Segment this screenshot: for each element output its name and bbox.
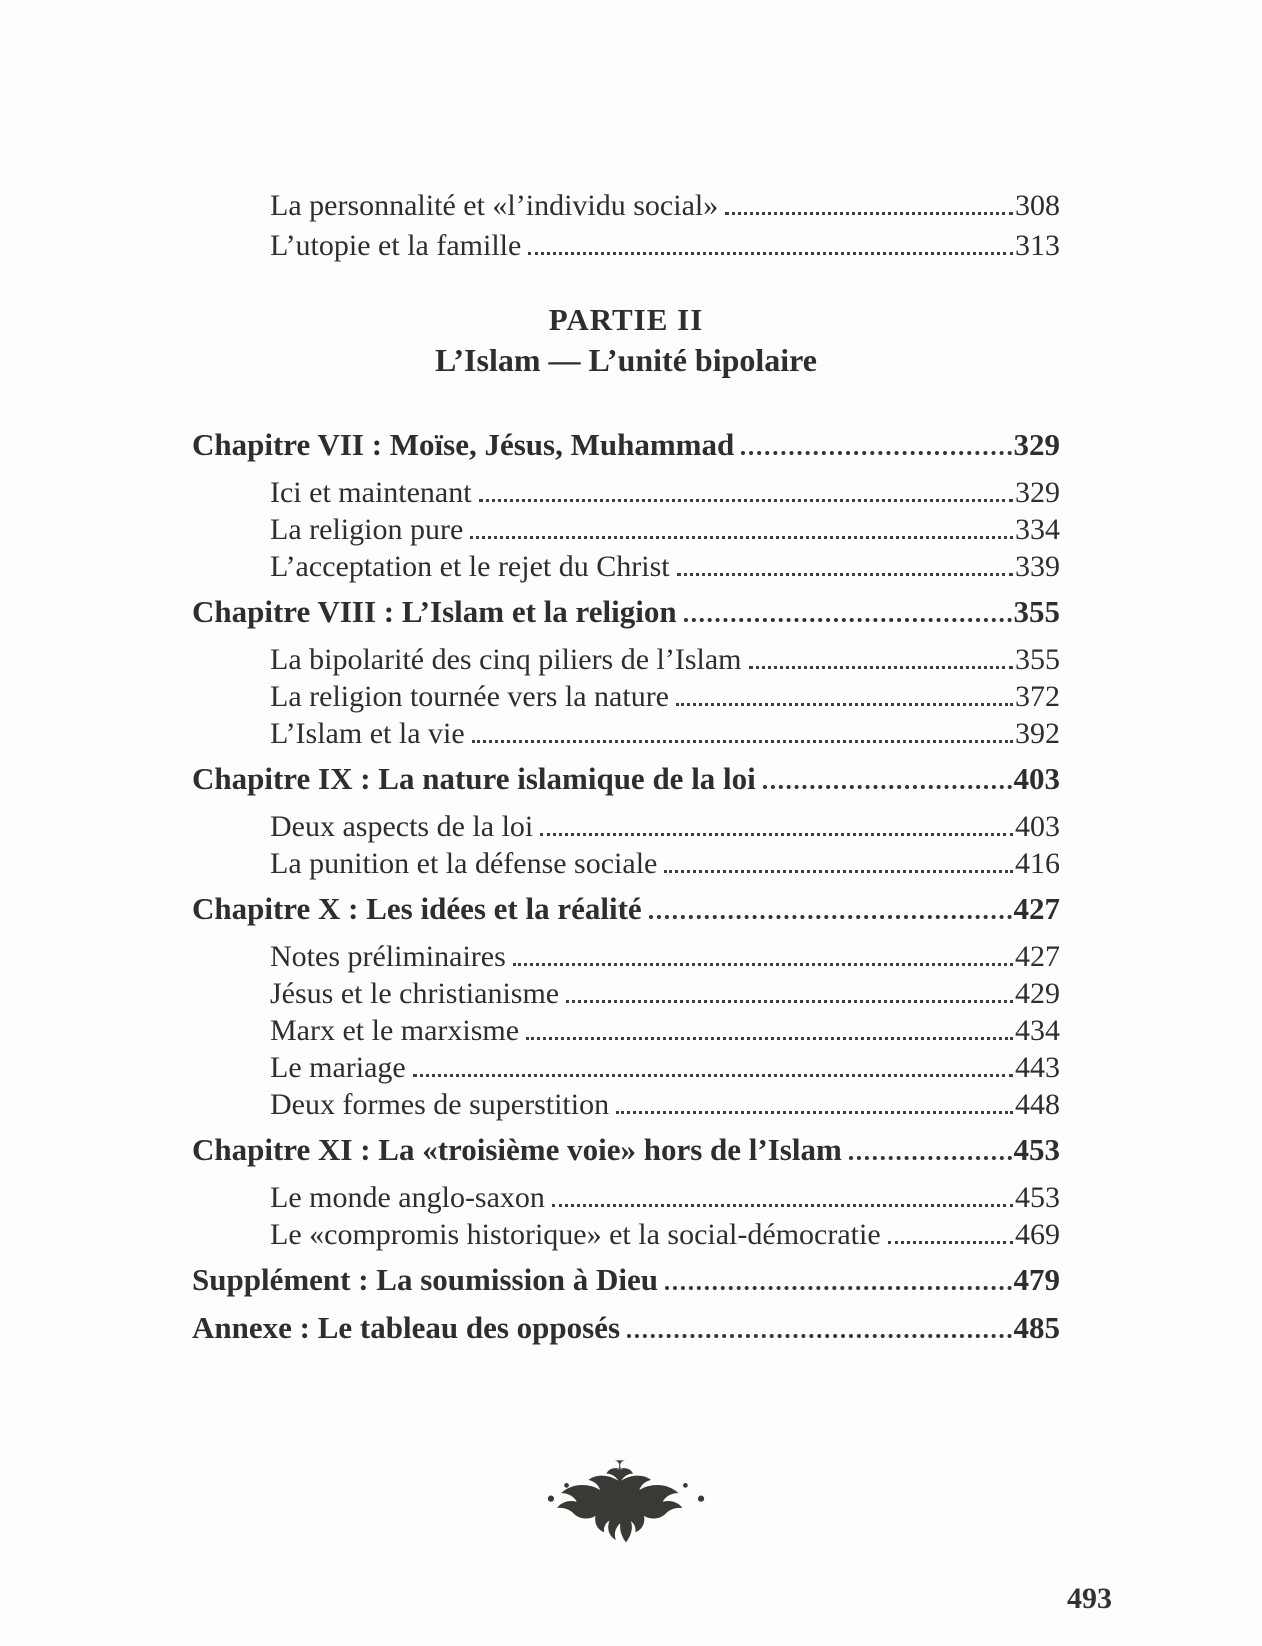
toc-entry-page: 313 xyxy=(1015,229,1060,262)
toc-entry-label: Chapitre IX : La nature islamique de la loi xyxy=(192,761,756,796)
dot-leader xyxy=(528,252,1013,255)
toc-entry-page: 403 xyxy=(1015,810,1060,843)
dot-leader xyxy=(888,1241,1013,1244)
toc-entry-page: 334 xyxy=(1015,513,1060,546)
toc-entry-page: 427 xyxy=(1015,940,1060,973)
ornament-container xyxy=(192,1454,1060,1553)
toc-entry-label: Chapitre XI : La «troisième voie» hors de l’Islam xyxy=(192,1132,842,1167)
toc-row-sub xyxy=(192,845,1060,882)
toc-intro-entries xyxy=(192,186,1060,266)
toc-row-sub xyxy=(192,678,1060,715)
toc-entry-page: 329 xyxy=(1015,476,1060,509)
toc-row-chapter xyxy=(192,1309,1060,1346)
page-number: 493 xyxy=(1067,1582,1112,1615)
toc-entry-label: Chapitre VIII : L’Islam et la religion xyxy=(192,594,677,629)
dot-leader xyxy=(470,536,1013,539)
dot-leader xyxy=(552,1204,1013,1207)
dot-leader xyxy=(479,499,1013,502)
toc-entry-label: Ici et maintenant xyxy=(270,476,472,509)
toc-row-sub xyxy=(192,938,1060,975)
toc-entry-label: Supplément : La soumission à Dieu xyxy=(192,1262,658,1297)
toc-row-sub xyxy=(192,975,1060,1012)
toc-row-sub xyxy=(192,1049,1060,1086)
toc-row-sub xyxy=(192,808,1060,845)
toc-entry-page: 403 xyxy=(1013,761,1060,796)
toc-entry-label: La punition et la défense sociale xyxy=(270,847,658,880)
fleuron-ornament-icon xyxy=(540,1454,712,1548)
dot-leader xyxy=(413,1074,1013,1077)
toc-row-chapter xyxy=(192,593,1060,630)
toc-row-sub xyxy=(192,226,1060,266)
dot-leader xyxy=(763,785,1012,789)
dot-leader xyxy=(526,1037,1013,1040)
toc-row-chapter xyxy=(192,890,1060,927)
part-number: PARTIE II xyxy=(548,302,704,337)
part-heading xyxy=(192,300,1060,380)
toc-entry-label: Annexe : Le tableau des opposés xyxy=(192,1310,621,1345)
toc-row-sub xyxy=(192,1216,1060,1253)
toc-entry-label: L’acceptation et le rejet du Christ xyxy=(270,550,670,583)
toc-entry-page: 339 xyxy=(1015,550,1060,583)
toc-entry-page: 479 xyxy=(1013,1262,1060,1297)
toc-entry-page: 427 xyxy=(1013,891,1060,926)
dot-leader xyxy=(676,703,1013,706)
table-of-contents xyxy=(192,186,1060,1553)
toc-entry-label: Chapitre VII : Moïse, Jésus, Muhammad xyxy=(192,427,735,462)
dot-leader xyxy=(627,1334,1011,1338)
toc-entry-page: 448 xyxy=(1015,1088,1060,1121)
toc-entry-page: 453 xyxy=(1015,1181,1060,1214)
dot-leader xyxy=(725,212,1013,215)
toc-entry-label: La bipolarité des cinq piliers de l’Islam xyxy=(270,643,742,676)
toc-entry-page: 355 xyxy=(1015,643,1060,676)
dot-leader xyxy=(566,1000,1013,1003)
dot-leader xyxy=(741,451,1011,455)
toc-entry-label: Le monde anglo-saxon xyxy=(270,1181,545,1214)
toc-entry-label: La religion pure xyxy=(270,513,464,546)
toc-entry-label: Deux aspects de la loi xyxy=(270,810,534,843)
toc-row-chapter xyxy=(192,1261,1060,1298)
dot-leader xyxy=(616,1111,1013,1114)
toc-entry-label: L’utopie et la famille xyxy=(270,229,522,262)
dot-leader xyxy=(665,1286,1012,1290)
toc-entry-page: 443 xyxy=(1015,1051,1060,1084)
toc-row-sub xyxy=(192,186,1060,226)
toc-entry-page: 355 xyxy=(1013,594,1060,629)
toc-entry-page: 453 xyxy=(1013,1132,1060,1167)
toc-row-sub xyxy=(192,1179,1060,1216)
toc-entry-page: 469 xyxy=(1015,1218,1060,1251)
toc-entry-page: 434 xyxy=(1015,1014,1060,1047)
toc-row-sub xyxy=(192,641,1060,678)
toc-row-chapter xyxy=(192,1131,1060,1168)
dot-leader xyxy=(749,666,1013,669)
dot-leader xyxy=(677,573,1013,576)
toc-entry-label: Le «compromis historique» et la social-démocratie xyxy=(270,1218,881,1251)
dot-leader xyxy=(684,618,1012,622)
toc-entry-label: La religion tournée vers la nature xyxy=(270,680,669,713)
toc-entry-label: Notes préliminaires xyxy=(270,940,506,973)
toc-row-sub xyxy=(192,548,1060,585)
toc-row-sub xyxy=(192,715,1060,752)
toc-row-chapter xyxy=(192,426,1060,463)
dot-leader xyxy=(649,915,1012,919)
toc-entry-page: 429 xyxy=(1015,977,1060,1010)
toc-entry-label: Chapitre X : Les idées et la réalité xyxy=(192,891,642,926)
toc-row-sub xyxy=(192,1012,1060,1049)
toc-entry-page: 392 xyxy=(1015,717,1060,750)
toc-row-sub xyxy=(192,474,1060,511)
toc-entry-page: 372 xyxy=(1015,680,1060,713)
toc-entry-page: 416 xyxy=(1015,847,1060,880)
toc-entry-page: 485 xyxy=(1013,1310,1060,1345)
toc-row-sub xyxy=(192,1086,1060,1123)
toc-entry-label: La personnalité et «l’individu social» xyxy=(270,189,719,222)
toc-entry-label: Jésus et le christianisme xyxy=(270,977,560,1010)
dot-leader xyxy=(849,1156,1012,1160)
toc-entry-label: Marx et le marxisme xyxy=(270,1014,520,1047)
toc-entry-label: Deux formes de superstition xyxy=(270,1088,610,1121)
dot-leader xyxy=(664,870,1013,873)
toc-entry-page: 329 xyxy=(1013,427,1060,462)
dot-leader xyxy=(472,740,1013,743)
toc-entry-page: 308 xyxy=(1015,189,1060,222)
toc-entries xyxy=(192,426,1060,1346)
dot-leader xyxy=(513,963,1013,966)
toc-entry-label: L’Islam et la vie xyxy=(270,717,465,750)
part-title: L’Islam — L’unité bipolaire xyxy=(434,342,817,378)
toc-entry-label: Le mariage xyxy=(270,1051,406,1084)
toc-row-sub xyxy=(192,511,1060,548)
toc-row-chapter xyxy=(192,760,1060,797)
dot-leader xyxy=(540,833,1013,836)
